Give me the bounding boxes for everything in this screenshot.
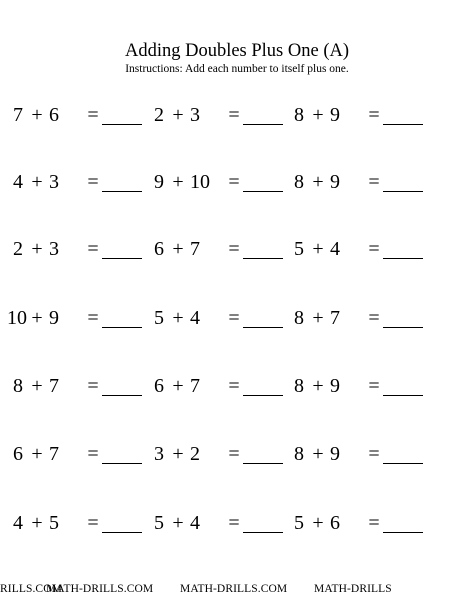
equals-sign: = bbox=[87, 443, 99, 465]
equals-sign: = bbox=[228, 307, 240, 329]
problem bbox=[7, 170, 147, 194]
answer-blank[interactable] bbox=[243, 395, 283, 396]
addend-first: 8 bbox=[294, 171, 304, 193]
problem bbox=[7, 442, 147, 466]
answer-blank[interactable] bbox=[243, 463, 283, 464]
addend-first: 3 bbox=[154, 443, 164, 465]
addend-first: 8 bbox=[294, 443, 304, 465]
addend-second: 7 bbox=[190, 375, 200, 397]
problem bbox=[148, 442, 288, 466]
plus-sign: + bbox=[312, 512, 324, 534]
addend-first: 5 bbox=[154, 512, 164, 534]
equals-sign: = bbox=[228, 171, 240, 193]
addend-second: 7 bbox=[49, 375, 59, 397]
equals-sign: = bbox=[368, 375, 380, 397]
plus-sign: + bbox=[31, 307, 43, 329]
addend-second: 7 bbox=[190, 238, 200, 260]
equals-sign: = bbox=[87, 104, 99, 126]
addend-first: 9 bbox=[154, 171, 164, 193]
answer-blank[interactable] bbox=[383, 327, 423, 328]
addend-first: 6 bbox=[154, 238, 164, 260]
problem bbox=[288, 442, 428, 466]
addend-second: 3 bbox=[49, 171, 59, 193]
footer-watermark bbox=[0, 582, 474, 596]
problem bbox=[148, 306, 288, 330]
problem bbox=[288, 103, 428, 127]
addend-second: 10 bbox=[190, 171, 210, 193]
watermark-text: MATH-DRILLS.COM bbox=[46, 583, 154, 595]
answer-blank[interactable] bbox=[383, 124, 423, 125]
equals-sign: = bbox=[87, 307, 99, 329]
problem bbox=[148, 374, 288, 398]
addend-second: 9 bbox=[330, 171, 340, 193]
problem bbox=[288, 374, 428, 398]
equals-sign: = bbox=[368, 238, 380, 260]
addend-second: 9 bbox=[330, 375, 340, 397]
plus-sign: + bbox=[31, 375, 43, 397]
addend-second: 9 bbox=[330, 443, 340, 465]
addend-first: 8 bbox=[294, 104, 304, 126]
answer-blank[interactable] bbox=[243, 191, 283, 192]
problem bbox=[148, 170, 288, 194]
addend-first: 8 bbox=[294, 307, 304, 329]
watermark-text: MATH-DRILLS bbox=[314, 583, 392, 595]
plus-sign: + bbox=[312, 375, 324, 397]
watermark-text: MATH-DRILLS.COM bbox=[180, 583, 288, 595]
equals-sign: = bbox=[87, 512, 99, 534]
addend-second: 4 bbox=[190, 307, 200, 329]
problem bbox=[288, 511, 428, 535]
plus-sign: + bbox=[31, 171, 43, 193]
answer-blank[interactable] bbox=[102, 258, 142, 259]
addend-first: 2 bbox=[13, 238, 23, 260]
plus-sign: + bbox=[312, 104, 324, 126]
addend-second: 9 bbox=[49, 307, 59, 329]
problem bbox=[7, 237, 147, 261]
problem bbox=[288, 170, 428, 194]
addend-first: 6 bbox=[154, 375, 164, 397]
addend-second: 6 bbox=[49, 104, 59, 126]
plus-sign: + bbox=[31, 512, 43, 534]
addend-first: 7 bbox=[13, 104, 23, 126]
answer-blank[interactable] bbox=[383, 395, 423, 396]
equals-sign: = bbox=[368, 512, 380, 534]
watermark-text: RILLS.COM bbox=[0, 583, 62, 595]
answer-blank[interactable] bbox=[102, 463, 142, 464]
plus-sign: + bbox=[312, 307, 324, 329]
problem bbox=[148, 103, 288, 127]
plus-sign: + bbox=[172, 307, 184, 329]
plus-sign: + bbox=[172, 443, 184, 465]
equals-sign: = bbox=[87, 238, 99, 260]
equals-sign: = bbox=[87, 375, 99, 397]
equals-sign: = bbox=[368, 104, 380, 126]
answer-blank[interactable] bbox=[383, 191, 423, 192]
answer-blank[interactable] bbox=[243, 124, 283, 125]
addend-second: 6 bbox=[330, 512, 340, 534]
addend-second: 3 bbox=[49, 238, 59, 260]
addend-second: 5 bbox=[49, 512, 59, 534]
addend-first: 8 bbox=[294, 375, 304, 397]
plus-sign: + bbox=[172, 171, 184, 193]
problem bbox=[148, 511, 288, 535]
addend-second: 7 bbox=[49, 443, 59, 465]
problem bbox=[288, 237, 428, 261]
answer-blank[interactable] bbox=[102, 191, 142, 192]
plus-sign: + bbox=[312, 443, 324, 465]
addend-second: 2 bbox=[190, 443, 200, 465]
equals-sign: = bbox=[228, 375, 240, 397]
equals-sign: = bbox=[368, 171, 380, 193]
addend-first: 5 bbox=[294, 238, 304, 260]
addend-second: 7 bbox=[330, 307, 340, 329]
addend-first: 10 bbox=[7, 307, 27, 329]
addend-first: 4 bbox=[13, 171, 23, 193]
addend-second: 9 bbox=[330, 104, 340, 126]
plus-sign: + bbox=[172, 512, 184, 534]
plus-sign: + bbox=[312, 171, 324, 193]
equals-sign: = bbox=[368, 307, 380, 329]
answer-blank[interactable] bbox=[102, 124, 142, 125]
addend-first: 8 bbox=[13, 375, 23, 397]
answer-blank[interactable] bbox=[383, 532, 423, 533]
answer-blank[interactable] bbox=[102, 327, 142, 328]
plus-sign: + bbox=[31, 104, 43, 126]
plus-sign: + bbox=[172, 375, 184, 397]
addend-second: 4 bbox=[330, 238, 340, 260]
problem bbox=[288, 306, 428, 330]
problem bbox=[7, 511, 147, 535]
answer-blank[interactable] bbox=[383, 463, 423, 464]
equals-sign: = bbox=[228, 238, 240, 260]
problem bbox=[148, 237, 288, 261]
worksheet-title: Adding Doubles Plus One (A) bbox=[124, 41, 350, 61]
equals-sign: = bbox=[368, 443, 380, 465]
addend-first: 4 bbox=[13, 512, 23, 534]
equals-sign: = bbox=[228, 512, 240, 534]
equals-sign: = bbox=[87, 171, 99, 193]
answer-blank[interactable] bbox=[243, 327, 283, 328]
addend-first: 2 bbox=[154, 104, 164, 126]
plus-sign: + bbox=[31, 443, 43, 465]
problem bbox=[7, 374, 147, 398]
addend-first: 5 bbox=[294, 512, 304, 534]
plus-sign: + bbox=[172, 104, 184, 126]
answer-blank[interactable] bbox=[102, 395, 142, 396]
answer-blank[interactable] bbox=[102, 532, 142, 533]
addend-second: 3 bbox=[190, 104, 200, 126]
answer-blank[interactable] bbox=[243, 258, 283, 259]
problem bbox=[7, 306, 147, 330]
answer-blank[interactable] bbox=[243, 532, 283, 533]
addend-first: 5 bbox=[154, 307, 164, 329]
plus-sign: + bbox=[172, 238, 184, 260]
problem bbox=[7, 103, 147, 127]
answer-blank[interactable] bbox=[383, 258, 423, 259]
equals-sign: = bbox=[228, 443, 240, 465]
plus-sign: + bbox=[31, 238, 43, 260]
addend-first: 6 bbox=[13, 443, 23, 465]
worksheet-instructions: Instructions: Add each number to itself plus one. bbox=[125, 63, 349, 75]
plus-sign: + bbox=[312, 238, 324, 260]
equals-sign: = bbox=[228, 104, 240, 126]
addend-second: 4 bbox=[190, 512, 200, 534]
